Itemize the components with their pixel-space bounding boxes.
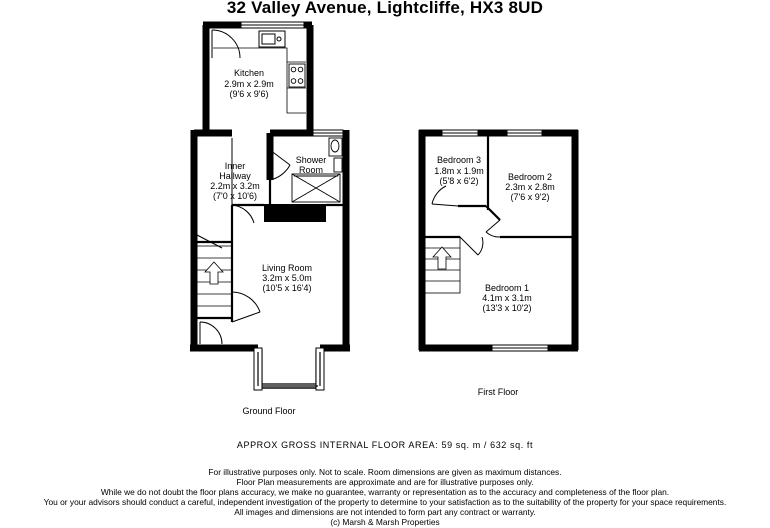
kitchen-door bbox=[212, 30, 240, 58]
kitchen-window bbox=[241, 22, 304, 28]
bedroom1-imperial: (13'3 x 10'2) bbox=[482, 303, 532, 313]
bedroom2-metric: 2.3m x 2.8m bbox=[505, 182, 555, 192]
svg-text:(7'0 x 10'6) bbox=[213, 191, 257, 201]
svg-text:2.3m x 2.8m bbox=[505, 182, 555, 192]
svg-text:Living Room bbox=[262, 263, 312, 273]
hob bbox=[289, 64, 305, 87]
bedroom1-name: Bedroom 1 bbox=[484, 283, 530, 293]
living-room-imperial: (10'5 x 16'4) bbox=[262, 283, 312, 293]
kitchen-metric: 2.9m x 2.9m bbox=[224, 79, 274, 89]
svg-text:Shower bbox=[296, 155, 327, 165]
ground-floor-plan bbox=[190, 22, 350, 390]
first-floor-doors bbox=[432, 186, 500, 255]
svg-text:3.2m x 5.0m bbox=[262, 273, 312, 283]
first-floor-stairs bbox=[425, 237, 460, 293]
svg-text:1.8m x 1.9m bbox=[434, 166, 484, 176]
hallway-metric: 2.2m x 3.2m bbox=[210, 181, 260, 191]
disclaimer-line: While we do not doubt the floor plans accuracy, we make no guarantee, warranty or representation as to the accuracy and completeness of the floor plan. bbox=[100, 487, 670, 498]
disclaimer-line: (c) Marsh & Marsh Properties bbox=[330, 517, 440, 528]
svg-text:4.1m x 3.1m bbox=[482, 293, 532, 303]
svg-text:Bedroom 2 bbox=[508, 172, 552, 182]
chimney-breast bbox=[264, 204, 326, 222]
svg-text:(7'6 x 9'2) bbox=[511, 192, 550, 202]
svg-text:Hallway bbox=[219, 171, 251, 181]
svg-text:APPROX GROSS INTERNAL FLOOR AR bbox=[237, 440, 533, 450]
bedroom3-name: Bedroom 3 bbox=[436, 155, 482, 165]
living-room-name: Living Room bbox=[261, 263, 313, 273]
floor-area: APPROX GROSS INTERNAL FLOOR AREA: 59 sq. m / 632 sq. ft bbox=[236, 440, 534, 450]
bedroom3-metric: 1.8m x 1.9m bbox=[434, 166, 484, 176]
svg-text:(9'6 x 9'6) bbox=[230, 89, 269, 99]
svg-text:(10'5 x 16'4) bbox=[263, 283, 312, 293]
shower-window bbox=[313, 130, 343, 136]
room-labels bbox=[210, 68, 555, 450]
ground-stairs bbox=[197, 246, 232, 318]
disclaimer-line: For illustrative purposes only. Not to scale. Room dimensions are given as maximum distances. bbox=[208, 467, 562, 477]
first-floor-label: First Floor bbox=[477, 387, 519, 397]
bay-window bbox=[254, 348, 324, 390]
hallway-name-2: Hallway bbox=[219, 171, 251, 181]
internal-walls bbox=[197, 180, 346, 322]
disclaimer-line: Floor Plan measurements are approximate and are for illustrative purposes only. bbox=[236, 477, 534, 488]
svg-text:Room bbox=[299, 165, 323, 175]
svg-text:Inner bbox=[225, 161, 246, 171]
svg-text:Bedroom 3 bbox=[437, 155, 481, 165]
ground-floor-label: Ground Floor bbox=[242, 406, 296, 416]
page-title: 32 Valley Avenue, Lightcliffe, HX3 8UD bbox=[226, 0, 544, 17]
shower-name-2: Room bbox=[298, 165, 324, 175]
shower-name-1: Shower bbox=[295, 155, 327, 165]
svg-text:(13'3 x 10'2) bbox=[483, 303, 532, 313]
svg-text:2.9m x 2.9m bbox=[224, 79, 274, 89]
disclaimer-line: You or your advisors should conduct a careful, independent investigation of the property to determine to your satisfaction as to the suitability of the property for your space requirements. bbox=[43, 497, 727, 508]
disclaimer-line: All images and dimensions are not intended to form part any contract or warranty. bbox=[234, 507, 536, 518]
living-room-metric: 3.2m x 5.0m bbox=[262, 273, 312, 283]
sink bbox=[259, 31, 285, 47]
svg-text:Ground Floor bbox=[242, 406, 295, 416]
disclaimer bbox=[0, 467, 770, 528]
bedroom1-metric: 4.1m x 3.1m bbox=[482, 293, 532, 303]
svg-text:First Floor bbox=[478, 387, 519, 397]
kitchen-name: Kitchen bbox=[233, 68, 265, 78]
hallway-imperial: (7'0 x 10'6) bbox=[213, 191, 257, 201]
svg-text:2.2m x 3.2m bbox=[210, 181, 260, 191]
svg-text:(5'8 x 6'2) bbox=[440, 176, 479, 186]
kitchen-imperial: (9'6 x 9'6) bbox=[229, 89, 269, 99]
svg-text:Kitchen bbox=[234, 68, 264, 78]
bedroom2-name: Bedroom 2 bbox=[507, 172, 553, 182]
svg-text:Bedroom 1 bbox=[485, 283, 529, 293]
bedroom3-imperial: (5'8 x 6'2) bbox=[439, 176, 479, 186]
bedroom2-imperial: (7'6 x 9'2) bbox=[510, 192, 550, 202]
hallway-name-1: Inner bbox=[224, 161, 246, 171]
